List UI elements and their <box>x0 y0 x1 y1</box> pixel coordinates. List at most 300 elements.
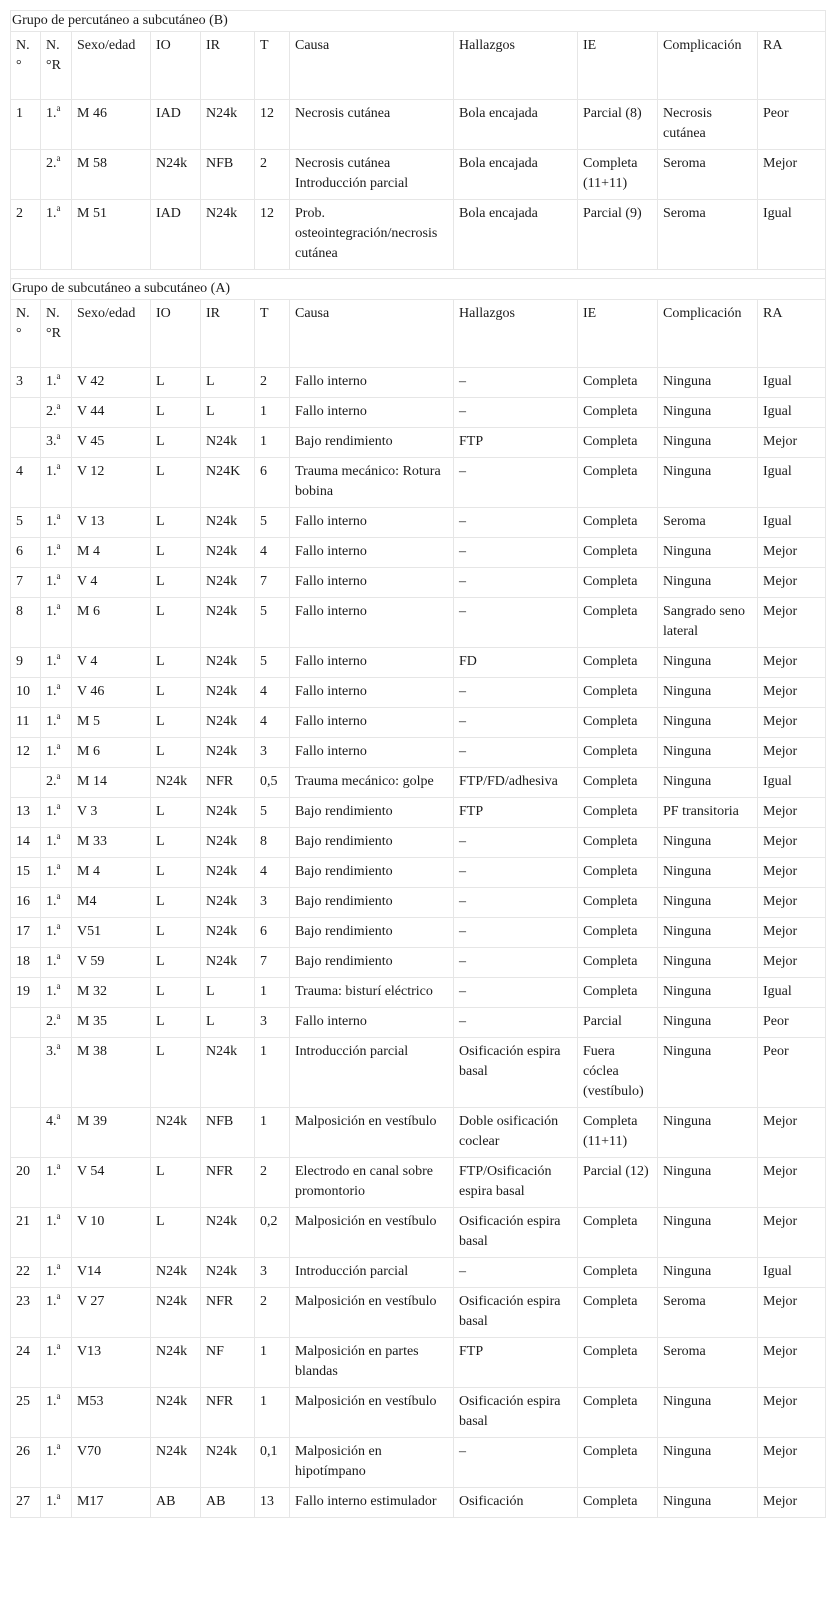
table-row <box>11 100 826 150</box>
cell-hallazgos: – <box>454 398 578 428</box>
cell-complicacion: PF transitoria <box>658 798 758 828</box>
cell-n <box>11 1008 41 1038</box>
table-row <box>11 678 826 708</box>
cell-hallazgos: FTP <box>454 798 578 828</box>
cell-n <box>11 398 41 428</box>
cell-nr <box>41 948 72 978</box>
cell-ra: Igual <box>758 458 826 508</box>
table-row <box>11 428 826 458</box>
table-row <box>11 150 826 200</box>
cell-n: 1 <box>11 100 41 150</box>
header-causa: Causa <box>290 32 454 100</box>
table-row <box>11 598 826 648</box>
cell-causa: Fallo interno <box>290 398 454 428</box>
cell-ir: N24k <box>201 678 255 708</box>
cell-ir: AB <box>201 1488 255 1518</box>
cell-complicacion: Ninguna <box>658 568 758 598</box>
header-complicacion: Complicación <box>658 32 758 100</box>
cell-complicacion: Seroma <box>658 508 758 538</box>
cell-ie: Completa <box>578 1338 658 1388</box>
cell-n: 10 <box>11 678 41 708</box>
group-title: Grupo de percutáneo a subcutáneo (B) <box>11 11 826 32</box>
cell-nr <box>41 1488 72 1518</box>
cell-nr <box>41 598 72 648</box>
header-sexo-edad: Sexo/edad <box>72 300 151 368</box>
cell-sexo-edad: V 59 <box>72 948 151 978</box>
cell-nr <box>41 1208 72 1258</box>
cell-t: 7 <box>255 568 290 598</box>
cell-complicacion: Ninguna <box>658 1208 758 1258</box>
nr-value: 2. <box>46 1014 57 1029</box>
cell-t: 2 <box>255 368 290 398</box>
cell-causa: Necrosis cutánea Introducción parcial <box>290 150 454 200</box>
cell-ie: Completa <box>578 678 658 708</box>
cell-complicacion: Ninguna <box>658 1108 758 1158</box>
cell-io: IAD <box>151 200 201 270</box>
cell-nr <box>41 1388 72 1438</box>
cell-n: 21 <box>11 1208 41 1258</box>
cell-complicacion: Necrosis cutánea <box>658 100 758 150</box>
group-title-row <box>11 279 826 300</box>
cell-ra: Mejor <box>758 150 826 200</box>
cell-n: 9 <box>11 648 41 678</box>
cell-complicacion: Ninguna <box>658 428 758 458</box>
nr-value: 1. <box>46 834 57 849</box>
cell-io: N24k <box>151 1108 201 1158</box>
cell-ie: Completa <box>578 858 658 888</box>
nr-ordinal: a <box>56 571 61 581</box>
cell-ir: N24k <box>201 798 255 828</box>
cell-nr <box>41 858 72 888</box>
table-row <box>11 828 826 858</box>
cell-causa: Malposición en vestíbulo <box>290 1108 454 1158</box>
cell-complicacion: Ninguna <box>658 768 758 798</box>
nr-ordinal: a <box>56 1491 61 1501</box>
table-row <box>11 398 826 428</box>
cell-ie: Completa <box>578 828 658 858</box>
cell-sexo-edad: V 44 <box>72 398 151 428</box>
nr-ordinal: a <box>56 1441 61 1451</box>
cell-nr <box>41 568 72 598</box>
cell-ra: Mejor <box>758 738 826 768</box>
cell-ir: N24k <box>201 568 255 598</box>
cell-ra: Mejor <box>758 1108 826 1158</box>
cell-n: 11 <box>11 708 41 738</box>
cell-ir: NF <box>201 1338 255 1388</box>
cell-t: 5 <box>255 798 290 828</box>
nr-value: 1. <box>46 374 57 389</box>
cell-hallazgos: Bola encajada <box>454 200 578 270</box>
table-row <box>11 1208 826 1258</box>
cell-nr <box>41 368 72 398</box>
cell-t: 0,5 <box>255 768 290 798</box>
cell-io: L <box>151 948 201 978</box>
cell-ra: Mejor <box>758 918 826 948</box>
cell-causa: Prob. osteointegración/necrosis cutánea <box>290 200 454 270</box>
cell-ra: Mejor <box>758 798 826 828</box>
nr-ordinal: a <box>56 1261 61 1271</box>
cell-nr <box>41 200 72 270</box>
cell-complicacion: Ninguna <box>658 1258 758 1288</box>
cell-hallazgos: – <box>454 458 578 508</box>
cell-ir: L <box>201 978 255 1008</box>
cell-sexo-edad: M 39 <box>72 1108 151 1158</box>
cell-io: L <box>151 1208 201 1258</box>
cell-io: L <box>151 648 201 678</box>
cell-sexo-edad: M 33 <box>72 828 151 858</box>
cell-sexo-edad: V 27 <box>72 1288 151 1338</box>
cell-n: 14 <box>11 828 41 858</box>
table-row <box>11 948 826 978</box>
nr-ordinal: a <box>56 861 61 871</box>
cell-ra: Igual <box>758 768 826 798</box>
nr-value: 1. <box>46 744 57 759</box>
cell-ir: N24k <box>201 948 255 978</box>
cell-nr <box>41 978 72 1008</box>
cell-ie: Completa <box>578 458 658 508</box>
cell-ir: L <box>201 398 255 428</box>
cell-ie: Completa (11+11) <box>578 150 658 200</box>
header-ie: IE <box>578 32 658 100</box>
cell-io: L <box>151 1158 201 1208</box>
cell-io: L <box>151 1038 201 1108</box>
cell-t: 1 <box>255 398 290 428</box>
cell-io: N24k <box>151 1258 201 1288</box>
nr-value: 1. <box>46 106 57 121</box>
cell-n: 17 <box>11 918 41 948</box>
revision-surgery-table <box>10 10 826 1518</box>
nr-value: 1. <box>46 654 57 669</box>
nr-ordinal: a <box>56 1111 61 1121</box>
header-hallazgos: Hallazgos <box>454 32 578 100</box>
cell-ie: Completa <box>578 1208 658 1258</box>
cell-n: 3 <box>11 368 41 398</box>
cell-hallazgos: – <box>454 918 578 948</box>
nr-ordinal: a <box>56 153 61 163</box>
cell-sexo-edad: M 4 <box>72 538 151 568</box>
cell-nr <box>41 508 72 538</box>
cell-complicacion: Ninguna <box>658 368 758 398</box>
cell-hallazgos: Bola encajada <box>454 150 578 200</box>
cell-t: 13 <box>255 1488 290 1518</box>
header-t: T <box>255 32 290 100</box>
cell-n: 6 <box>11 538 41 568</box>
cell-hallazgos: Osificación espira basal <box>454 1038 578 1108</box>
cell-io: L <box>151 1008 201 1038</box>
cell-ra: Igual <box>758 1258 826 1288</box>
cell-ir: N24k <box>201 1258 255 1288</box>
cell-sexo-edad: V 45 <box>72 428 151 458</box>
cell-sexo-edad: M 6 <box>72 738 151 768</box>
cell-io: L <box>151 598 201 648</box>
cell-nr <box>41 1108 72 1158</box>
header-complicacion: Complicación <box>658 300 758 368</box>
cell-n: 2 <box>11 200 41 270</box>
cell-causa: Necrosis cutánea <box>290 100 454 150</box>
cell-io: L <box>151 978 201 1008</box>
cell-ra: Mejor <box>758 1488 826 1518</box>
nr-ordinal: a <box>56 651 61 661</box>
nr-value: 1. <box>46 206 57 221</box>
cell-causa: Bajo rendimiento <box>290 828 454 858</box>
table-row <box>11 918 826 948</box>
group-title: Grupo de subcutáneo a subcutáneo (A) <box>11 279 826 300</box>
cell-hallazgos: Osificación espira basal <box>454 1208 578 1258</box>
nr-value: 1. <box>46 894 57 909</box>
table-row <box>11 1288 826 1338</box>
cell-ra: Mejor <box>758 1288 826 1338</box>
cell-complicacion: Ninguna <box>658 918 758 948</box>
cell-hallazgos: FD <box>454 648 578 678</box>
cell-ie: Completa <box>578 1288 658 1338</box>
cell-ra: Peor <box>758 100 826 150</box>
cell-t: 3 <box>255 888 290 918</box>
group-spacer <box>11 270 826 279</box>
cell-ir: N24k <box>201 738 255 768</box>
cell-n: 19 <box>11 978 41 1008</box>
cell-hallazgos: – <box>454 368 578 398</box>
table-row <box>11 1038 826 1108</box>
cell-ir: N24k <box>201 828 255 858</box>
cell-nr <box>41 768 72 798</box>
cell-nr <box>41 888 72 918</box>
nr-value: 1. <box>46 864 57 879</box>
cell-ra: Mejor <box>758 598 826 648</box>
cell-sexo-edad: V70 <box>72 1438 151 1488</box>
cell-hallazgos: – <box>454 598 578 648</box>
cell-ir: N24k <box>201 428 255 458</box>
cell-t: 12 <box>255 200 290 270</box>
cell-nr <box>41 1158 72 1208</box>
cell-hallazgos: – <box>454 538 578 568</box>
cell-causa: Fallo interno <box>290 1008 454 1038</box>
cell-complicacion: Seroma <box>658 150 758 200</box>
cell-io: L <box>151 828 201 858</box>
nr-ordinal: a <box>56 511 61 521</box>
cell-t: 6 <box>255 918 290 948</box>
cell-ie: Completa <box>578 708 658 738</box>
cell-sexo-edad: M53 <box>72 1388 151 1438</box>
header-n: N.° <box>11 300 41 368</box>
cell-ie: Completa <box>578 598 658 648</box>
cell-n: 23 <box>11 1288 41 1338</box>
table-row <box>11 1338 826 1388</box>
cell-causa: Malposición en partes blandas <box>290 1338 454 1388</box>
header-io: IO <box>151 300 201 368</box>
cell-sexo-edad: M 4 <box>72 858 151 888</box>
cell-io: N24k <box>151 768 201 798</box>
cell-t: 1 <box>255 1038 290 1108</box>
cell-sexo-edad: M 35 <box>72 1008 151 1038</box>
nr-ordinal: a <box>56 1041 61 1051</box>
nr-ordinal: a <box>56 741 61 751</box>
cell-sexo-edad: V 54 <box>72 1158 151 1208</box>
cell-complicacion: Ninguna <box>658 1008 758 1038</box>
cell-ie: Completa <box>578 738 658 768</box>
cell-complicacion: Ninguna <box>658 948 758 978</box>
cell-ir: N24k <box>201 888 255 918</box>
cell-io: L <box>151 798 201 828</box>
cell-ie: Completa <box>578 798 658 828</box>
nr-value: 1. <box>46 924 57 939</box>
cell-ie: Completa <box>578 1388 658 1438</box>
nr-ordinal: a <box>56 891 61 901</box>
cell-ra: Igual <box>758 978 826 1008</box>
cell-ir: NFR <box>201 1158 255 1208</box>
cell-t: 5 <box>255 508 290 538</box>
cell-nr <box>41 428 72 458</box>
nr-ordinal: a <box>56 1391 61 1401</box>
table-row <box>11 888 826 918</box>
cell-ie: Completa <box>578 888 658 918</box>
cell-sexo-edad: V 42 <box>72 368 151 398</box>
cell-ra: Mejor <box>758 858 826 888</box>
cell-sexo-edad: M 32 <box>72 978 151 1008</box>
header-n: N.° <box>11 32 41 100</box>
cell-io: L <box>151 428 201 458</box>
nr-value: 1. <box>46 1494 57 1509</box>
cell-causa: Trauma: bisturí eléctrico <box>290 978 454 1008</box>
cell-causa: Bajo rendimiento <box>290 888 454 918</box>
cell-ir: N24k <box>201 648 255 678</box>
cell-t: 1 <box>255 1338 290 1388</box>
cell-complicacion: Ninguna <box>658 398 758 428</box>
cell-ie: Completa <box>578 768 658 798</box>
header-ra: RA <box>758 300 826 368</box>
cell-complicacion: Ninguna <box>658 648 758 678</box>
table-row <box>11 200 826 270</box>
cell-hallazgos: – <box>454 708 578 738</box>
cell-ra: Mejor <box>758 948 826 978</box>
cell-complicacion: Ninguna <box>658 458 758 508</box>
cell-hallazgos: – <box>454 568 578 598</box>
cell-n: 27 <box>11 1488 41 1518</box>
cell-t: 5 <box>255 648 290 678</box>
cell-ie: Completa (11+11) <box>578 1108 658 1158</box>
cell-nr <box>41 1038 72 1108</box>
cell-io: L <box>151 398 201 428</box>
nr-ordinal: a <box>56 1161 61 1171</box>
cell-t: 4 <box>255 708 290 738</box>
cell-causa: Fallo interno <box>290 538 454 568</box>
cell-complicacion: Seroma <box>658 1338 758 1388</box>
nr-value: 3. <box>46 1044 57 1059</box>
cell-ra: Mejor <box>758 1158 826 1208</box>
cell-ra: Mejor <box>758 1208 826 1258</box>
cell-nr <box>41 798 72 828</box>
cell-sexo-edad: V 4 <box>72 568 151 598</box>
cell-n: 16 <box>11 888 41 918</box>
nr-value: 1. <box>46 1344 57 1359</box>
cell-io: N24k <box>151 1438 201 1488</box>
cell-io: L <box>151 508 201 538</box>
cell-complicacion: Ninguna <box>658 1158 758 1208</box>
cell-nr <box>41 538 72 568</box>
cell-ir: NFR <box>201 768 255 798</box>
nr-value: 1. <box>46 984 57 999</box>
nr-value: 2. <box>46 404 57 419</box>
cell-sexo-edad: V51 <box>72 918 151 948</box>
cell-t: 2 <box>255 150 290 200</box>
cell-ir: N24k <box>201 1208 255 1258</box>
cell-hallazgos: Osificación espira basal <box>454 1288 578 1338</box>
cell-causa: Bajo rendimiento <box>290 948 454 978</box>
cell-nr <box>41 398 72 428</box>
cell-sexo-edad: V 13 <box>72 508 151 538</box>
cell-causa: Malposición en hipotímpano <box>290 1438 454 1488</box>
nr-ordinal: a <box>56 601 61 611</box>
cell-t: 5 <box>255 598 290 648</box>
nr-value: 1. <box>46 1444 57 1459</box>
nr-ordinal: a <box>56 103 61 113</box>
cell-ra: Igual <box>758 398 826 428</box>
cell-causa: Malposición en vestíbulo <box>290 1208 454 1258</box>
nr-ordinal: a <box>56 461 61 471</box>
nr-ordinal: a <box>56 921 61 931</box>
cell-io: L <box>151 888 201 918</box>
cell-ie: Completa <box>578 918 658 948</box>
cell-n: 5 <box>11 508 41 538</box>
table-row <box>11 738 826 768</box>
cell-ra: Mejor <box>758 1438 826 1488</box>
table-row <box>11 708 826 738</box>
cell-ra: Mejor <box>758 568 826 598</box>
nr-ordinal: a <box>56 431 61 441</box>
cell-io: N24k <box>151 150 201 200</box>
cell-hallazgos: Osificación espira basal <box>454 1388 578 1438</box>
cell-ie: Completa <box>578 428 658 458</box>
cell-causa: Electrodo en canal sobre promontorio <box>290 1158 454 1208</box>
cell-sexo-edad: M 6 <box>72 598 151 648</box>
cell-hallazgos: – <box>454 508 578 538</box>
cell-ie: Completa <box>578 1488 658 1518</box>
spacer-cell <box>11 270 826 279</box>
cell-complicacion: Ninguna <box>658 708 758 738</box>
cell-t: 1 <box>255 1108 290 1158</box>
cell-causa: Fallo interno <box>290 568 454 598</box>
cell-causa: Malposición en vestíbulo <box>290 1288 454 1338</box>
nr-value: 1. <box>46 1164 57 1179</box>
cell-n: 13 <box>11 798 41 828</box>
cell-io: L <box>151 458 201 508</box>
cell-n: 12 <box>11 738 41 768</box>
cell-ra: Mejor <box>758 428 826 458</box>
cell-nr <box>41 1008 72 1038</box>
cell-ie: Completa <box>578 648 658 678</box>
table-row <box>11 538 826 568</box>
cell-t: 8 <box>255 828 290 858</box>
cell-causa: Fallo interno <box>290 708 454 738</box>
cell-ra: Mejor <box>758 1338 826 1388</box>
cell-causa: Malposición en vestíbulo <box>290 1388 454 1438</box>
header-causa: Causa <box>290 300 454 368</box>
cell-nr <box>41 100 72 150</box>
cell-t: 2 <box>255 1288 290 1338</box>
header-hallazgos: Hallazgos <box>454 300 578 368</box>
cell-complicacion: Ninguna <box>658 858 758 888</box>
cell-ie: Completa <box>578 568 658 598</box>
cell-n: 20 <box>11 1158 41 1208</box>
cell-nr <box>41 678 72 708</box>
cell-hallazgos: Doble osificación coclear <box>454 1108 578 1158</box>
cell-n <box>11 150 41 200</box>
cell-ra: Igual <box>758 508 826 538</box>
nr-ordinal: a <box>56 371 61 381</box>
cell-causa: Bajo rendimiento <box>290 798 454 828</box>
cell-sexo-edad: M 5 <box>72 708 151 738</box>
cell-t: 1 <box>255 1388 290 1438</box>
cell-complicacion: Ninguna <box>658 538 758 568</box>
